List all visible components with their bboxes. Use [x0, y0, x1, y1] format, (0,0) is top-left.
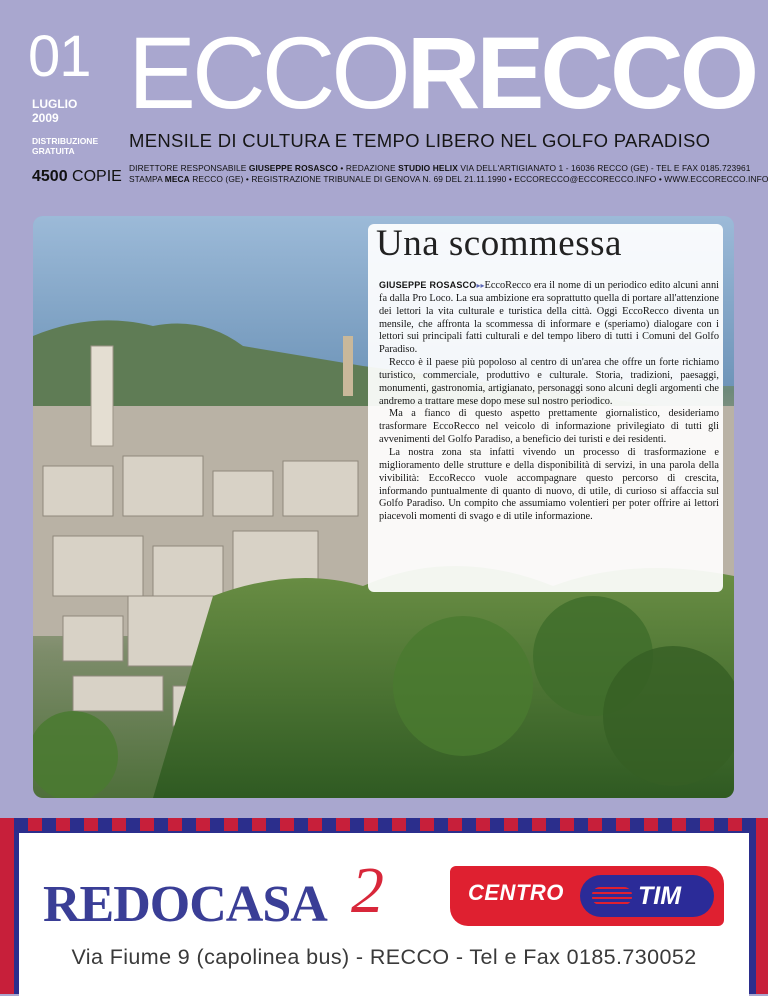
tim-logo — [580, 875, 714, 917]
tagline: MENSILE DI CULTURA E TEMPO LIBERO NEL GOLFO PARADISO — [129, 130, 711, 151]
credits-text: VIA DELL'ARTIGIANATO 1 - 16036 RECCO (GE) - TEL E FAX 0185.723961 — [457, 163, 751, 173]
article-author: GIUSEPPE ROSASCO — [379, 280, 477, 290]
copies-label: COPIE — [72, 168, 122, 185]
article-paragraph: Ma a fianco di questo aspetto prettamente giornalistico, desideriamo trasformare EccoRecco nel veicolo di informazione privilegiato di tutti gli avvenimenti del Golfo Paradiso, a beneficio dei turisti e dei residenti. — [379, 408, 719, 446]
printer-name: MECA — [164, 174, 190, 184]
distribution-line: DISTRIBUZIONE — [32, 136, 99, 146]
article-body — [379, 279, 719, 524]
credits-text: RECCO (GE) • REGISTRAZIONE TRIBUNALE DI GENOVA N. 69 DEL 21.11.1990 • ECCORECCO@ECCORECCO.INFO • WWW.ECCORECCO.INFO — [189, 174, 768, 184]
credits-text: STAMPA — [129, 174, 165, 184]
logo-part-recco: RECCO — [406, 16, 756, 130]
credits — [129, 163, 768, 185]
credits-line-2 — [129, 174, 768, 185]
centro-label: CENTRO — [468, 880, 564, 905]
editorial-office: STUDIO HELIX — [398, 163, 458, 173]
distribution-line: GRATUITA — [32, 146, 75, 156]
article-title: Una scommessa — [376, 223, 622, 264]
director-name: GIUSEPPE ROSASCO — [248, 163, 338, 173]
credits-text: DIRETTORE RESPONSABILE — [129, 163, 249, 173]
ad-address: Via Fiume 9 (capolinea bus) - RECCO - Tel e Fax 0185.730052 — [71, 945, 697, 969]
issue-date — [32, 97, 77, 125]
tim-label: TIM — [638, 882, 682, 910]
issue-month: LUGLIO — [32, 97, 78, 111]
article-paragraph — [379, 279, 719, 357]
arrow-icon: ▸▸ — [476, 281, 485, 290]
article-paragraph: La nostra zona sta infatti vivendo un processo di trasformazione e miglioramento delle strutture e della disponibilità di servizi, in una parola della vivibilità: EccoRecco vuole accompagnare questo percorso di crescita, informando puntualmente di quanto di nuovo, di utile, di curioso si affaccia sul Golfo Paradiso. Un compito che assumiamo volentieri per poter offrire ai lettori piacevoli momenti di svago e di utile informazione. — [379, 446, 719, 523]
redocasa-logo: REDOCASA — [43, 876, 327, 933]
credits-text: • REDAZIONE — [337, 163, 399, 173]
issue-year: 2009 — [32, 111, 59, 125]
copies-number: 4500 — [32, 168, 68, 185]
ad-content — [19, 831, 749, 996]
paragraph-text: EccoRecco era il nome di un periodico edito alcuni anni fa dalla Pro Loco. La sua ambizione era soprattutto quella di portare all'attenzione dei lettori la vita culturale e turistica della città. Oggi EccoRecco diventa un mensile, che affronta la scommessa di informare e (speriamo) dialogare con i lettori sui principali fatti culturali e del tempo libero di tutti i Comuni del Golfo Paradiso. — [379, 280, 719, 356]
issue-number: 01 — [28, 24, 91, 89]
redocasa-logo-number: 2 — [351, 854, 384, 927]
credits-line-1 — [129, 163, 768, 174]
tim-lines-icon — [592, 887, 632, 905]
advertisement[interactable] — [0, 818, 768, 994]
article-paragraph: Recco è il paese più popoloso al centro di un'area che offre un forte richiamo turistico, commerciale, produttivo e culturale. Storia, tradizioni, paesaggi, monumenti, gastronomia, artigianato, personaggi sono alcuni degli argomenti che andremo a trattare mese dopo mese sul nostro periodico. — [379, 357, 719, 407]
masthead-logo — [128, 16, 756, 130]
logo-part-ecco: ECCO — [128, 16, 407, 130]
copies-count — [32, 168, 122, 186]
distribution-note — [32, 136, 98, 156]
centro-tim-logo — [450, 866, 724, 926]
